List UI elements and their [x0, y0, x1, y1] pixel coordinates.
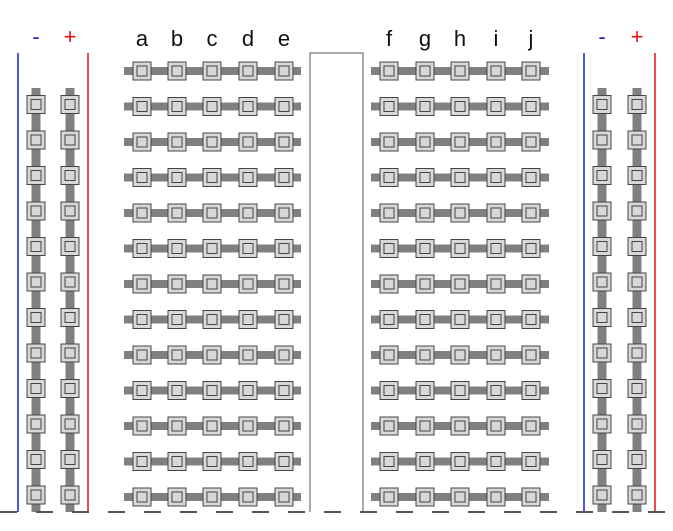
- hole-i9[interactable]: [487, 346, 505, 364]
- hole-d4[interactable]: [239, 169, 257, 187]
- right-positive-rail-hole[interactable]: [628, 238, 646, 256]
- right-positive-rail-hole[interactable]: [628, 380, 646, 398]
- hole-g1[interactable]: [416, 62, 434, 80]
- hole-h13[interactable]: [451, 488, 469, 506]
- column-label-h: h: [453, 26, 467, 51]
- hole-a7[interactable]: [133, 275, 151, 293]
- hole-i7[interactable]: [487, 275, 505, 293]
- hole-e12[interactable]: [275, 453, 293, 471]
- column-label-b: b: [170, 26, 184, 51]
- left-negative-rail-hole[interactable]: [27, 451, 45, 469]
- right-rail-positive-label: +: [630, 24, 644, 49]
- left-positive-rail-hole[interactable]: [61, 380, 79, 398]
- right-positive-rail-strip: [633, 88, 642, 512]
- right-negative-rail-hole[interactable]: [593, 96, 611, 114]
- hole-h9[interactable]: [451, 346, 469, 364]
- hole-h2[interactable]: [451, 98, 469, 116]
- right-negative-rail-hole[interactable]: [593, 202, 611, 220]
- hole-i1[interactable]: [487, 62, 505, 80]
- right-negative-rail-hole[interactable]: [593, 238, 611, 256]
- hole-e6[interactable]: [275, 240, 293, 258]
- hole-a11[interactable]: [133, 417, 151, 435]
- hole-f10[interactable]: [380, 382, 398, 400]
- hole-f11[interactable]: [380, 417, 398, 435]
- hole-e4[interactable]: [275, 169, 293, 187]
- hole-h3[interactable]: [451, 133, 469, 151]
- right-negative-rail-hole[interactable]: [593, 167, 611, 185]
- hole-b12[interactable]: [168, 453, 186, 471]
- left-rail-negative-label: -: [32, 24, 40, 49]
- hole-f7[interactable]: [380, 275, 398, 293]
- hole-h5[interactable]: [451, 204, 469, 222]
- hole-c1[interactable]: [203, 62, 221, 80]
- hole-e13[interactable]: [275, 488, 293, 506]
- hole-j11[interactable]: [522, 417, 540, 435]
- left-positive-rail-hole[interactable]: [61, 167, 79, 185]
- hole-h7[interactable]: [451, 275, 469, 293]
- column-label-d: d: [241, 26, 255, 51]
- right-positive-rail-hole[interactable]: [628, 344, 646, 362]
- left-positive-rail-hole[interactable]: [61, 486, 79, 504]
- hole-e2[interactable]: [275, 98, 293, 116]
- hole-g6[interactable]: [416, 240, 434, 258]
- hole-f6[interactable]: [380, 240, 398, 258]
- right-negative-rail-hole[interactable]: [593, 344, 611, 362]
- hole-i11[interactable]: [487, 417, 505, 435]
- left-negative-rail-hole[interactable]: [27, 344, 45, 362]
- hole-j7[interactable]: [522, 275, 540, 293]
- left-negative-rail-hole[interactable]: [27, 486, 45, 504]
- hole-i4[interactable]: [487, 169, 505, 187]
- hole-d6[interactable]: [239, 240, 257, 258]
- left-negative-rail-hole[interactable]: [27, 273, 45, 291]
- hole-i10[interactable]: [487, 382, 505, 400]
- hole-d10[interactable]: [239, 382, 257, 400]
- hole-a9[interactable]: [133, 346, 151, 364]
- hole-f9[interactable]: [380, 346, 398, 364]
- hole-d7[interactable]: [239, 275, 257, 293]
- hole-b13[interactable]: [168, 488, 186, 506]
- right-negative-rail-hole[interactable]: [593, 131, 611, 149]
- right-negative-rail-hole[interactable]: [593, 380, 611, 398]
- column-label-f: f: [385, 26, 393, 51]
- hole-d13[interactable]: [239, 488, 257, 506]
- hole-j12[interactable]: [522, 453, 540, 471]
- hole-b2[interactable]: [168, 98, 186, 116]
- right-positive-rail-hole[interactable]: [628, 486, 646, 504]
- right-negative-rail-hole[interactable]: [593, 486, 611, 504]
- hole-g2[interactable]: [416, 98, 434, 116]
- left-positive-rail-hole[interactable]: [61, 309, 79, 327]
- right-positive-rail-hole[interactable]: [628, 415, 646, 433]
- column-label-g: g: [418, 26, 432, 51]
- hole-b9[interactable]: [168, 346, 186, 364]
- right-positive-rail-hole[interactable]: [628, 309, 646, 327]
- column-label-i: i: [493, 26, 499, 51]
- left-negative-rail-hole[interactable]: [27, 238, 45, 256]
- column-label-a: a: [135, 26, 149, 51]
- hole-g4[interactable]: [416, 169, 434, 187]
- right-negative-rail-strip: [598, 88, 607, 512]
- hole-h12[interactable]: [451, 453, 469, 471]
- column-label-c: c: [206, 26, 218, 51]
- hole-g8[interactable]: [416, 311, 434, 329]
- hole-j8[interactable]: [522, 311, 540, 329]
- hole-g3[interactable]: [416, 133, 434, 151]
- hole-b1[interactable]: [168, 62, 186, 80]
- hole-f3[interactable]: [380, 133, 398, 151]
- hole-j3[interactable]: [522, 133, 540, 151]
- hole-f12[interactable]: [380, 453, 398, 471]
- hole-d1[interactable]: [239, 62, 257, 80]
- hole-a8[interactable]: [133, 311, 151, 329]
- hole-i8[interactable]: [487, 311, 505, 329]
- left-positive-rail-hole[interactable]: [61, 273, 79, 291]
- hole-h11[interactable]: [451, 417, 469, 435]
- hole-j10[interactable]: [522, 382, 540, 400]
- hole-f4[interactable]: [380, 169, 398, 187]
- hole-e7[interactable]: [275, 275, 293, 293]
- hole-j1[interactable]: [522, 62, 540, 80]
- hole-f13[interactable]: [380, 488, 398, 506]
- hole-h10[interactable]: [451, 382, 469, 400]
- hole-c11[interactable]: [203, 417, 221, 435]
- hole-e3[interactable]: [275, 133, 293, 151]
- hole-d3[interactable]: [239, 133, 257, 151]
- hole-i6[interactable]: [487, 240, 505, 258]
- hole-h4[interactable]: [451, 169, 469, 187]
- hole-e5[interactable]: [275, 204, 293, 222]
- hole-d11[interactable]: [239, 417, 257, 435]
- right-negative-rail-hole[interactable]: [593, 273, 611, 291]
- hole-g11[interactable]: [416, 417, 434, 435]
- hole-e10[interactable]: [275, 382, 293, 400]
- hole-g5[interactable]: [416, 204, 434, 222]
- right-negative-rail-hole[interactable]: [593, 451, 611, 469]
- hole-h1[interactable]: [451, 62, 469, 80]
- hole-j9[interactable]: [522, 346, 540, 364]
- left-negative-rail-strip: [32, 88, 41, 512]
- hole-d8[interactable]: [239, 311, 257, 329]
- hole-f1[interactable]: [380, 62, 398, 80]
- hole-a1[interactable]: [133, 62, 151, 80]
- right-negative-rail-hole[interactable]: [593, 415, 611, 433]
- hole-d12[interactable]: [239, 453, 257, 471]
- left-positive-rail-hole[interactable]: [61, 451, 79, 469]
- left-positive-rail-strip: [66, 88, 75, 512]
- hole-g13[interactable]: [416, 488, 434, 506]
- left-positive-rail-hole[interactable]: [61, 202, 79, 220]
- right-positive-rail-hole[interactable]: [628, 96, 646, 114]
- hole-j13[interactable]: [522, 488, 540, 506]
- hole-b8[interactable]: [168, 311, 186, 329]
- right-rail-negative-label: -: [598, 24, 606, 49]
- hole-c12[interactable]: [203, 453, 221, 471]
- hole-e1[interactable]: [275, 62, 293, 80]
- right-positive-rail-hole[interactable]: [628, 131, 646, 149]
- right-positive-rail-hole[interactable]: [628, 451, 646, 469]
- hole-b4[interactable]: [168, 169, 186, 187]
- terminal-holes: [27, 62, 646, 506]
- hole-g10[interactable]: [416, 382, 434, 400]
- hole-b5[interactable]: [168, 204, 186, 222]
- hole-c6[interactable]: [203, 240, 221, 258]
- hole-f5[interactable]: [380, 204, 398, 222]
- left-positive-rail-hole[interactable]: [61, 131, 79, 149]
- hole-a12[interactable]: [133, 453, 151, 471]
- hole-d2[interactable]: [239, 98, 257, 116]
- hole-j6[interactable]: [522, 240, 540, 258]
- hole-g12[interactable]: [416, 453, 434, 471]
- hole-a13[interactable]: [133, 488, 151, 506]
- hole-i13[interactable]: [487, 488, 505, 506]
- hole-c13[interactable]: [203, 488, 221, 506]
- hole-c5[interactable]: [203, 204, 221, 222]
- hole-j2[interactable]: [522, 98, 540, 116]
- right-positive-rail-hole[interactable]: [628, 202, 646, 220]
- hole-a10[interactable]: [133, 382, 151, 400]
- center-channel: [310, 53, 363, 512]
- hole-c3[interactable]: [203, 133, 221, 151]
- hole-c4[interactable]: [203, 169, 221, 187]
- hole-e11[interactable]: [275, 417, 293, 435]
- hole-e9[interactable]: [275, 346, 293, 364]
- hole-j4[interactable]: [522, 169, 540, 187]
- hole-g7[interactable]: [416, 275, 434, 293]
- hole-a2[interactable]: [133, 98, 151, 116]
- left-negative-rail-hole[interactable]: [27, 415, 45, 433]
- hole-h6[interactable]: [451, 240, 469, 258]
- hole-b11[interactable]: [168, 417, 186, 435]
- column-label-j: j: [528, 26, 534, 51]
- left-negative-rail-hole[interactable]: [27, 202, 45, 220]
- hole-i12[interactable]: [487, 453, 505, 471]
- hole-b7[interactable]: [168, 275, 186, 293]
- hole-c10[interactable]: [203, 382, 221, 400]
- right-positive-rail-hole[interactable]: [628, 273, 646, 291]
- hole-f8[interactable]: [380, 311, 398, 329]
- hole-b6[interactable]: [168, 240, 186, 258]
- hole-a6[interactable]: [133, 240, 151, 258]
- hole-i3[interactable]: [487, 133, 505, 151]
- hole-c8[interactable]: [203, 311, 221, 329]
- hole-a5[interactable]: [133, 204, 151, 222]
- terminal-strips: [32, 67, 642, 512]
- left-negative-rail-hole[interactable]: [27, 380, 45, 398]
- hole-a4[interactable]: [133, 169, 151, 187]
- hole-g9[interactable]: [416, 346, 434, 364]
- left-negative-rail-hole[interactable]: [27, 309, 45, 327]
- left-negative-rail-hole[interactable]: [27, 167, 45, 185]
- column-label-e: e: [277, 26, 291, 51]
- hole-c9[interactable]: [203, 346, 221, 364]
- hole-d5[interactable]: [239, 204, 257, 222]
- hole-a3[interactable]: [133, 133, 151, 151]
- left-positive-rail-hole[interactable]: [61, 415, 79, 433]
- hole-h8[interactable]: [451, 311, 469, 329]
- right-positive-rail-hole[interactable]: [628, 167, 646, 185]
- left-negative-rail-hole[interactable]: [27, 96, 45, 114]
- hole-i5[interactable]: [487, 204, 505, 222]
- hole-d9[interactable]: [239, 346, 257, 364]
- right-negative-rail-hole[interactable]: [593, 309, 611, 327]
- left-positive-rail-hole[interactable]: [61, 238, 79, 256]
- hole-f2[interactable]: [380, 98, 398, 116]
- hole-b3[interactable]: [168, 133, 186, 151]
- left-negative-rail-hole[interactable]: [27, 131, 45, 149]
- hole-c2[interactable]: [203, 98, 221, 116]
- hole-c7[interactable]: [203, 275, 221, 293]
- left-positive-rail-hole[interactable]: [61, 96, 79, 114]
- left-positive-rail-hole[interactable]: [61, 344, 79, 362]
- hole-j5[interactable]: [522, 204, 540, 222]
- hole-i2[interactable]: [487, 98, 505, 116]
- left-rail-positive-label: +: [63, 24, 77, 49]
- hole-e8[interactable]: [275, 311, 293, 329]
- hole-b10[interactable]: [168, 382, 186, 400]
